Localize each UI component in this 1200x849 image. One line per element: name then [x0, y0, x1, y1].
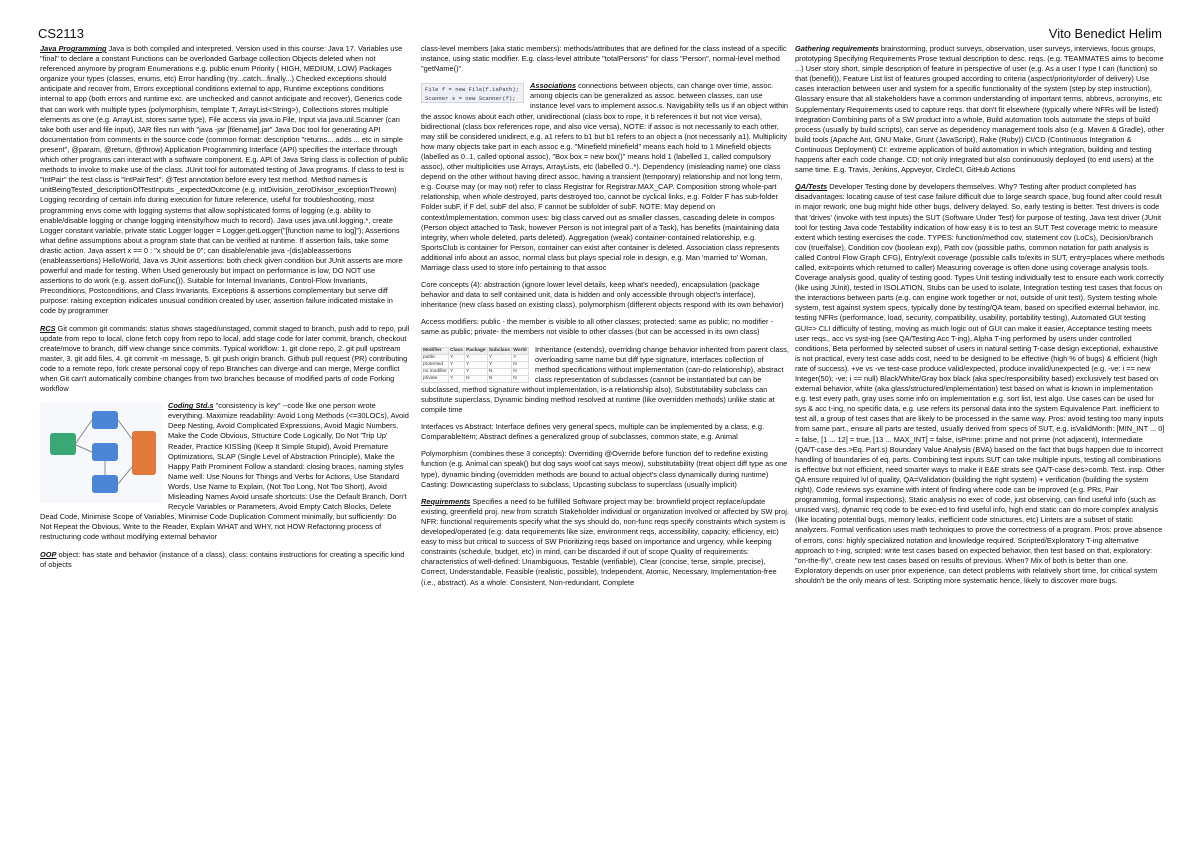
table-header-cell: World	[513, 347, 527, 353]
table-header-cell: Subclass	[488, 347, 510, 353]
pr-box	[132, 431, 156, 475]
table-cell: no modifier	[423, 368, 447, 374]
author-name: Vito Benedict Helim	[1048, 26, 1162, 41]
table-cell: N	[487, 368, 511, 375]
qa-heading: QA/Tests	[795, 182, 828, 192]
access-modifier-table	[421, 347, 529, 383]
table-header-row	[422, 347, 529, 354]
associations-text: connections between objects, can change over time, assoc. among objects can be generalized as assoc. between classes, can use instance level vars to implement assoc.s. Navigability tells us if an object within the assoc knows about each other, unidirectional (class box to rope, it b references it but not vice versa), bidirectional (class box references rope, and also vice versa), NOTE: if assoc is not necessarily to each other, may still be considered unidirect, e.g. a1 refers to b1 but b1 refers to an object a (not necessarily a1). Multiplicity how many objects take part in each assoc e.g. "Minefield minefield" means each hold to 1 Minefield objects (labelled as 0..1, called optional assoc), "Box box = new box()" means hold 1 (labelled 1, called compulsory assoc), other multiplicities use Arrays, ArrayLists, etc (labelled 0..*). Dependency (misleading name) one class depend on the other without having direct assoc, having a transient (temporary) relationship and not long term, e.g. Course may (or may not) refer to class Registrar for Registrar.MAX_CAP. Composition strong whole-part relationship, when whole destroyed, parts destroyed too, cannot be cyclical links, e.g. Folder F has sub-folder Folder subF, if F del, subF del also, F cannot be subfolder of subF. NOTE: May depend on context/implementation, common uses: big class carved out as smaller classes, cascading delete in compos (Person object attached to Task, however Person is not integral part of a Task), has benefits (maintaining data integrity, when whole deleted, parts deleted). Aggregation (weak) container-contained relationship, e.g. SportsClub is container for Person, container can exist after container is deleted. Association class represents additional info about an assoc, normal class but plays special role in design, e.g. Man 'married to' Woman, Marriage class used to store info pertaining to that assoc	[421, 81, 788, 272]
table-header-cell: Modifier	[422, 347, 449, 354]
rcs-section	[40, 324, 410, 395]
associations-heading: Associations	[530, 81, 577, 91]
code-line: Scanner s = new Scanner(f);	[425, 95, 516, 103]
table-cell: Y	[465, 361, 488, 368]
table-header-cell: Class	[450, 347, 463, 353]
table-row	[422, 375, 529, 382]
table-cell: Y	[487, 354, 511, 361]
associations-section	[421, 81, 789, 273]
oop-heading: OOP	[40, 549, 57, 559]
column-2	[421, 44, 789, 834]
table-row	[422, 354, 529, 361]
qa-text: Developer Testing done by developers themselves. Why? Testing after product completed has disadvantages: locating cause of test case failure difficult due to large search space, bug found after could result in major rework, one bug might hide other bugs, delivery delayed. So, early testing is better. Test drivers is code that 'drives' (invoke with test inputs) the SUT (Software Under Test) for purpose of testing, Java test driver (JUnit tool for testing Java code Testability indication of how easy it is to test an SUT Test coverage metric to measure extent which testing exercises the code. TYPES: function/method cov, statement cov (LoCs), Decision/branch cov (true/false), Condition cov (boolean exp), Path cov (possible paths, common notation for path analysis is called Control Flow Graph CFG), Entry/exit coverage (possible calls to/exits in SUT, entry=places where methods called, exit=points which returned to caller) Measuring coverage is often done using coverage analysis tools. Coverage analysis good, quality of testing good. Types Unit testing individually test to ensure each work correctly (like using JUnit), tested in ISOLATION, Stubs can be used to isolate, Integration testing test cases that focus on the interactions between parts (e.g. can engine work together or not, outside of unit test), System testing whole system, test against system specs, typically done by testing/QA team, based on specified external behavior, inc. testing NFRs (performance, load, security, compatibility, usability, portability testing), Automated GUI testing GUI=> CLI difficulty of testing, moving as much logic out of GUI can make it easier, Acceptance testing meets user reqs., acc vs syst-ing (see QA/Testing Acc T-ing), Alpha T-ing performed by users under controlled conditions, Beta performed by selected subset of users in natural setting T-case design exceptional, exhaustive is not practical, every test case adds cost, need to be designed to be effective (high % of bugs) & efficient (high rate of success). +ve vs -ve test-case produce valid/expected, produce invalid/unexpected (e.g. -ve: i == new Integer(50); -ve: i == null) Black/White/Gray box black (aka spec/responsibility based) exclusively test based on external behavior, white (aka glass/structured/implementation) test based on what is known in implementation e.g. test every path, gray uses some info on implementation e.g. sort list, test algo. Use cases can be used for sys & acc t-ing, no specific data, e.g. use refers its personal data into the system Equivalence Part. inefficient to test all, a group of test cases that are likely to be processed in the same way. Pros: avoid testing too many inputs from same part., ensure all parts are tested, usually derived from specs of SUT, e.g. isValidMonth: [MIN_INT ... 0] = false, [1 ... 12] = true, [13 ... MAX_INT] = false, isPrime: prime and not prime (not adjacent), Intermediate (QA/T-case des.>Eq. Part.s) Boundary Value Analysis (BVA) based on the fact that bugs happen due to incorrect handling of boundaries of eq. parts. Combining test inputs SUT can take multiple inputs, testing all combinations is effective but not efficient, need smarter ways to make it E&E strats see QA/T-case des>comb. Test. insp. Other QA ensure required lvl of quality, QA=Validation (building the right system) + verification (building the system right), Code reviews sys examine with intent of finding where code can be improved (e.g. PRs, Pair programming, formal inspections), Static analysis no exec of code, just observing, can find useful info (such as unused vars), dynamic req code to be exec-ed to find useful info, high end static can do more complex analysis (like locating potential bugs, memory leaks, inefficient code structures, etc) Linters are a subset of static analyzers. Formal verification uses math techniques to prove the correctness of a program. Pros: prove absence of errors, cons: highly specialized notation and knowledge required. Scripted/Exploratory T-ing alternative approach to t-ing, scripted: write test cases based on expected behavior, then test based on that, exploratory: "on-the-fly", create new test cases based on results of previous. When? Mix of both is better than one. Exploratory depends on user prior experience, can detect problems with relatively short time, for critical system shouldn't be the only means of test. Scripting more systematic hence, likely to discover more bugs.	[795, 182, 1165, 585]
java-text: Java is both compiled and interpreted. Version used in this course: Java 17. Variables use "final" to declare a constant Functions can be overloaded Garbage collection Objects deleted when not referenced anymore by program Enumerations e.g. public enum Priority { HIGH, MEDIUM, LOW} Packages organize your types (classes, enums, etc) Error handling (try...catch...finally...) Checked exceptions should anticipate and recover from, Errors exceptional conditions external to app, Runtime exceptions conditions internal to app (both errors and runtime exc. are unchecked and cannot anticipate and recover), Generics code that can work with multiple types (polymorphism, template T, ArrayList<String>), Collections stores multiple elements as one (e.g. ArrayList, stores same type), File access via java.io.File, Input via java.util.Scanner (can take both user and file input), JAR files run with "java -jar [filename].jar" Java Doc tool for generating API documentation from comments in the source code (common format: description "returns... adds ... etc in simple present", @param, @return, @throw) Application Programming Interface (API) specifies the interface through which other programs can interact with a software component. E.g. API of Java String class is collection of public methods to invoke to make use of the class. JUnit tool for automated testing of Java programs. If class to test is "IntPair" the test class is "IntPairTest". @Test annotation before every test method. Method names is unitBeingTested_descriptionOfTestInputs _expectedOutcome (e.g. intDivision_zeroDivisor_exceptionThrown) Logging recording of certain info during execution for future reference, useful for troubleshooting, most programming envs come with logging systems that allow sophisticated forms of logging (e.g. ability to enable/disable logging or change logging intensity/how much to record). Java uses java.util.logging.*, create Logger constant variable, private static Logger logger = Logger.getLogger("[function name to log]"); Assertions what define assumptions about a program state that can be verified at runtime. If assertion fails, take some drastic action. Java assert x == 0 : "x should be 0"; can disable/enable java -(dis)ableassertions (enableassertions) HelloWorld, Java vs JUnit assertions: both check given condition but JUnit asserts are more powerful and made for testing. When Used generously but impact on performance is low, DO NOT use assertions to do work (e.g. assert doFunc()). Suitable for Internal Invariants, Control-Flow Invariants, Preconditions, Postconditions, and Class Invariants. Exceptions & assertions complementary but serve diff purpose: raising exception indicates unusual condition created by user, assertion failure indicated mistake in code by programmer	[40, 44, 409, 316]
forking-workflow-diagram	[40, 403, 162, 503]
table-cell: Y	[449, 368, 465, 375]
table-cell: Y	[512, 354, 529, 361]
table-cell: Y	[465, 368, 488, 375]
table-cell: N	[512, 368, 529, 375]
core-concepts-paragraph: Core concepts (4): abstraction (ignore lower level details, keep what's needed), encapsulation (package behavior and data to self contained unit, data is hidden and only accessible through object's interface), inheritance (new class based on existing class), polymorphism (different objects respond with its own behavior)	[421, 280, 784, 310]
table-header-cell: Package	[466, 347, 486, 353]
column-3	[795, 44, 1165, 834]
upstream-box	[50, 433, 76, 455]
table-cell: Y	[487, 361, 511, 368]
gathering-text: brainstorming, product surveys, observation, user surveys, interviews, focus groups, prototyping Specifying Requirements Prose textual description to desc. reqs. (e.g. TEAMMATES aims to become ...) User story short, simple description of feature in perspective of user (e.g. As a user I type I can (function) so that (benefit)), Feature List list of features grouped according to criteria (aspect/priority/order of delivery) Use cases interaction between user and system for a specific functionality of the system (step by step instruction), Glossary ensure that all stakeholders have a common understanding of important terms, abbrevs, acronyms, etc Supplementary Requirements used to capture reqs. that don't fit elsewhere (typically where NFRs will be listed) Integration Combining parts of a SW product into a whole, Build automation tools automate the steps of build process (usually by build scripts), can serve as dependency management tools also (e.g. Maven & Gradle), other build tools (Apache Ant, GNU Make, Grunt (JavaScript), Rake (Ruby)) CI/CD (Continuous Integration & Continuous Deployment) CI: extreme application of build automation in which integration, building and testing happens after each code change. CD: not only integrated but also continuously deployed (to end users) at the same time. E.g. Travis, Jenkins, Appveyor, CircleCI, GitHub Actions	[795, 44, 1165, 175]
requirements-section	[421, 497, 789, 588]
class-members-paragraph: class-level members (aka static members): methods/attributes that are defined for the class instead of a specific instance, using static modifier. E.g. class-level attribute "totalPersons" for class "Person", normal-level method "getName()".	[421, 44, 787, 74]
polymorphism-paragraph: Polymorphism (combines these 3 concepts): Overriding @Override before function def to redefine existing function (e.g. Animal can speak() but dog says woof cat says meow), substitutability (treat object diff type as one type), dynamic binding (overridden methods are bound to actual object's class dynamically during runtime) Casting: Downcasting superclass to subclass, Upcasting subclass to superclass (usually implicit)	[421, 449, 788, 489]
fork-box	[92, 411, 118, 429]
table-cell: Y	[465, 354, 488, 361]
java-heading: Java Programming	[40, 44, 107, 53]
branch-box	[92, 475, 118, 493]
local-box	[92, 443, 118, 461]
inheritance-section	[421, 345, 789, 416]
requirements-text: Specifies a need to be fulfilled Software project may be: brownfield project replace/update existing, greenfield proj. new from scratch Stakeholder individual or organization involved or affected by SW proj. NFR: functional requirements specify what the sys should do, non-func reqs specify constraints which system is developed/operated (e.g. data requirements like size, environment reqs, accessibility, capacity, efficiency, etc) easy to miss but critical to success of SW Prioritizing reqs based on importance and urgency, while keeping constraints (schedule, budget, etc) in mind, can be discarded if out of scope Quality of requirements: characteristics of well-defined: Unambiguous, Testable (verifiable), Clear (concise, terse, simple, precise), Correct, Understandable, Feasible (realistic, possible), Independent, Atomic, Necessary, Implementation-free (i.e., abstract). As a whole: Consistent, Non-redundant, Complete	[421, 496, 789, 587]
table-cell: protected	[422, 361, 449, 368]
rcs-text: Git common git commands: status shows staged/unstaged, commit staged to branch, push add to repo, pull update from repo to local, clone fetch copy from repo to local, add stage code for later commit, branch, checkout create/move to branch, diff view change since commits. Typical workflow: 1. git clone repo, 2. git pull upstream master, 3. git add files, 4. git commit -m message, 5. git push origin branch. Github pull request (PR) contributing code to a remote repo, fork create personal copy of repo Branches can diverge and can merge, Merge conflict when Git can't automatically combine changes from two branches because of modified parts of code Forking workflow	[40, 323, 410, 394]
table-cell: N	[465, 375, 488, 382]
oop-section	[40, 550, 410, 570]
table-cell: N	[487, 375, 511, 382]
access-modifiers-paragraph: Access modifiers: public - the member is visible to all other classes; protected: same as public; no modifier - same as public; private- the members not visible to other classes (but can be accessed in its own class)	[421, 317, 774, 337]
table-row	[422, 368, 529, 375]
table-cell: N	[512, 375, 529, 382]
table-cell: private	[422, 375, 449, 382]
oop-text: object: has state and behavior (instance of a class), class: contains instructions for creating a specific kind of objects	[40, 549, 405, 569]
course-code: CS2113	[38, 26, 85, 41]
table-cell: Y	[449, 354, 465, 361]
java-section	[40, 44, 410, 317]
code-snippet	[421, 83, 524, 103]
coding-section	[40, 401, 410, 542]
gathering-heading: Gathering requirements	[795, 44, 879, 53]
gathering-section	[795, 44, 1165, 175]
code-line: File f = new File(f.isPath);	[425, 86, 519, 94]
column-1	[40, 44, 410, 834]
table-row	[422, 361, 529, 368]
inheritance-text: Inheritance (extends), overriding change behavior inherited from parent class, overloading same name but diff type signature, interfaces collection of method specifications without implementation (can-do relationship), abstract class representation of subclasses (cannot be instantiated but can be subclassed, method signature without implementation, is-a relationship also), Substitutability subclass can substitute superclass, Dynamic binding method resolved at runtime (like overridden methods) unlike static at compile time	[421, 344, 789, 415]
qa-section	[795, 182, 1165, 586]
coding-text: "consistency is key" --code like one person wrote everything. Maximize readability: Avoid Long Methods (<=30LOCs), Avoid Deep Nesting, Avoid Complicated Expressions, Avoid Magic Numbers, Make the Code Obvious, Structure Code Logically, Do Not 'Trip Up' Reader, Practice KISSing (Keep It Simple Stupid), Avoid Premature Optimizations, SLAP (Single Level of Abstraction Principle), Make the Happy Path Prominent Follow a standard: closing braces, naming styles Name well: Use Nouns for Things and Verbs for Actions, Use Standard Words, Use Name to Explain, (Not Too Long, Not Too Short), Avoid Misleading Names Avoid unsafe shortcuts: Use the Default Branch, Don't Recycle Variables or Parameters, Avoid Empty Catch Blocks, Delete Dead Code, Minimise Scope of Variables, Minimise Code Duplication Comment minimally, but sufficiently: Do Not Repeat the Obvious, Write to the Reader, Explain WHAT and WHY, not HOW Refactoring process of restructuring code without modifying external behavior	[40, 401, 409, 542]
interfaces-paragraph: Interfaces vs Abstract: Interface defines very general specs, multiple can be implemented by a class, e.g. ComparableItem; Abstract defines a generalized group of subclasses, common state, e.g. Animal	[421, 422, 765, 442]
table-cell: Y	[449, 361, 465, 368]
table-cell: N	[512, 361, 529, 368]
table-cell: Y	[449, 375, 465, 382]
coding-heading: Coding Std.s	[168, 401, 214, 411]
table-cell: public	[422, 354, 449, 361]
requirements-heading: Requirements	[421, 496, 471, 506]
rcs-heading: RCS	[40, 323, 56, 333]
